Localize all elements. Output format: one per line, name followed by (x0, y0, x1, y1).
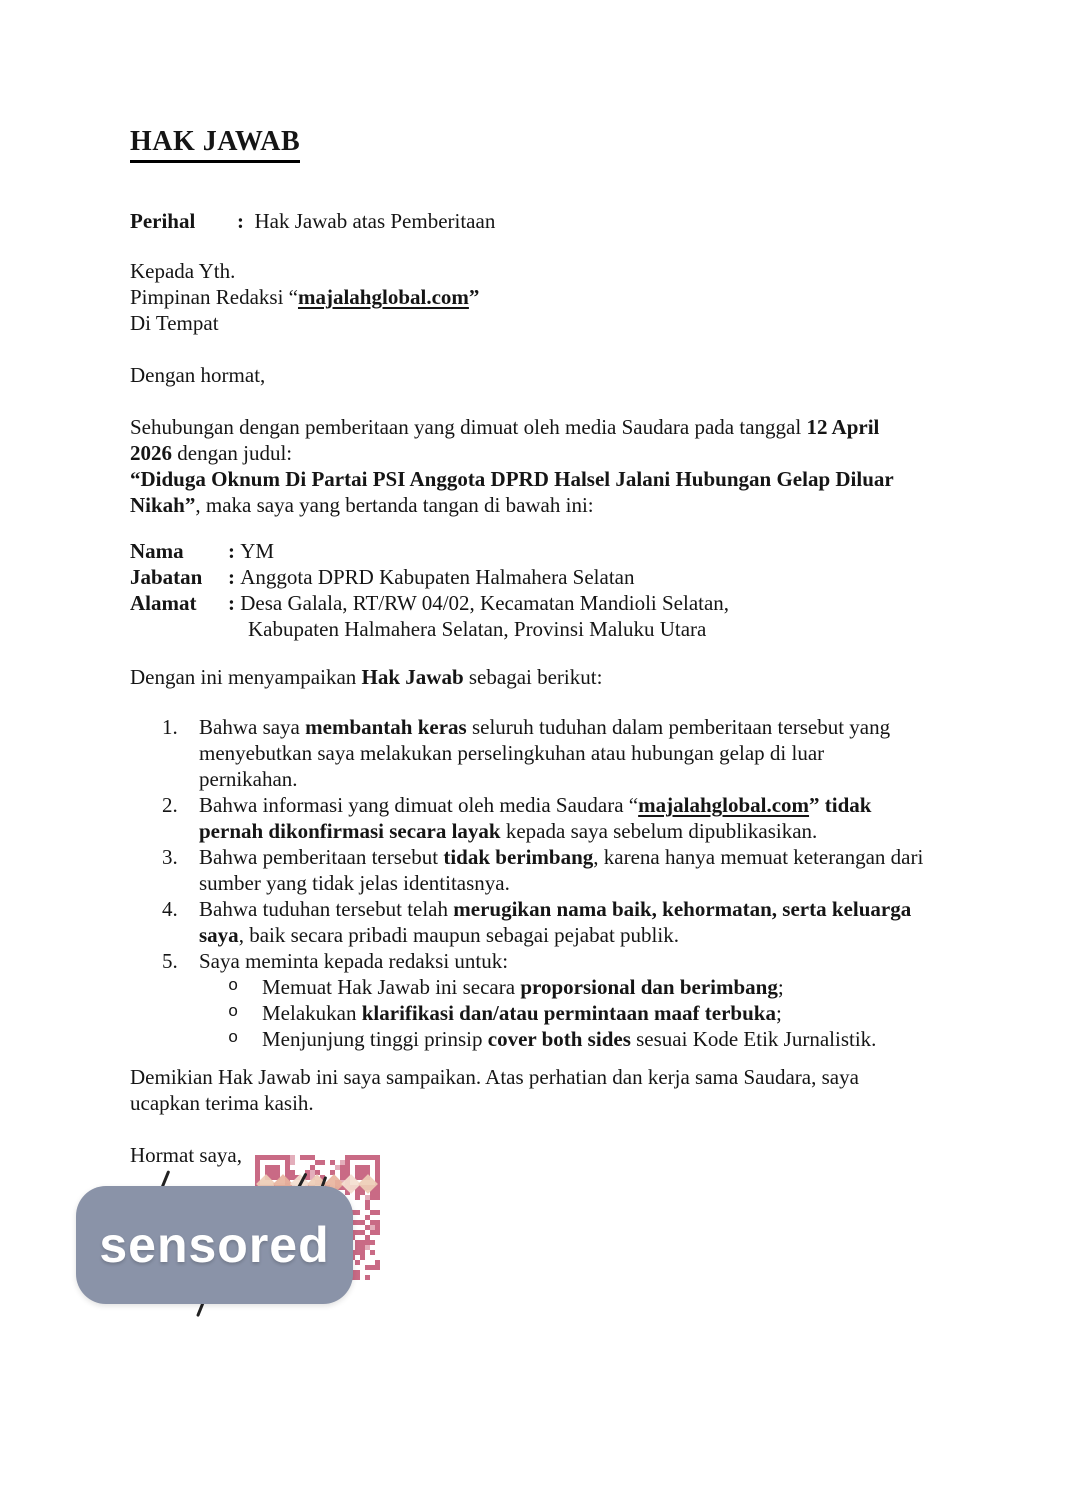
identity-label: Alamat (130, 591, 197, 615)
list-item-text: Bahwa saya membantah keras seluruh tuduhan dalam pemberitaan tersebut yang menyebutkan saya melakukan perselingkuhan atau hubungan gelap di luar pernikahan. (199, 715, 891, 791)
list-item-text: Bahwa pemberitaan tersebut tidak berimbang, karena hanya memuat keterangan dari sumber yang tidak jelas identitasnya. (199, 845, 924, 895)
recipient-block: Kepada Yth. Pimpinan Redaksi “majalahglobal.com” Di Tempat (130, 259, 480, 335)
bullet-marker: o (228, 1029, 239, 1048)
subject-label: Perihal (130, 209, 196, 233)
list-item-number: 1. (162, 715, 178, 739)
subject-colon: : (237, 209, 255, 233)
censor-overlay (76, 1186, 353, 1304)
subject-line (130, 208, 495, 234)
list-item (162, 896, 923, 948)
identity-value: YM (240, 539, 275, 563)
opening-paragraph: Sehubungan dengan pemberitaan yang dimuat oleh media Saudara pada tanggal 12 April 2026 dengan judul: “Diduga Oknum Di Partai PSI Anggota DPRD Halsel Jalani Hubungan Gelap Diluar Nikah”, maka saya yang bertanda tangan di bawah ini: (130, 415, 894, 517)
list-item-number: 3. (162, 845, 178, 869)
salutation: Dengan hormat, (130, 363, 266, 387)
closing-paragraph: Demikian Hak Jawab ini saya sampaikan. Atas perhatian dan kerja sama Saudara, saya ucapkan terima kasih. (130, 1065, 859, 1115)
list-item-number: 4. (162, 897, 178, 921)
sub-item-text: Memuat Hak Jawab ini secara proporsional dan berimbang; (262, 975, 784, 999)
identity-row-alamat (130, 590, 729, 616)
list-item (162, 714, 923, 792)
sub-list-item (228, 1000, 923, 1026)
sub-item-text: Melakukan klarifikasi dan/atau permintaan maaf terbuka; (262, 1001, 782, 1025)
bullet-marker: o (228, 977, 239, 996)
page-title: HAK JAWAB (130, 126, 300, 163)
identity-label: Jabatan (130, 565, 203, 589)
list-item-number: 2. (162, 793, 178, 817)
identity-colon: : (228, 591, 241, 615)
identity-colon: : (228, 565, 241, 589)
signoff: Hormat saya, (130, 1143, 242, 1167)
identity-value: Anggota DPRD Kabupaten Halmahera Selatan (240, 565, 635, 589)
title-block (130, 126, 300, 163)
list-item (162, 948, 923, 974)
identity-label: Nama (130, 539, 184, 563)
list-item (162, 792, 923, 844)
list-item-text: Saya meminta kepada redaksi untuk: (199, 949, 509, 973)
subject-value: Hak Jawab atas Pemberitaan (254, 209, 496, 233)
identity-value: Desa Galala, RT/RW 04/02, Kecamatan Mandioli Selatan, (240, 591, 730, 615)
list-item-number: 5. (162, 949, 178, 973)
identity-colon: : (228, 539, 241, 563)
censor-label: sensored (99, 1217, 330, 1273)
sub-item-text: Menjunjung tinggi prinsip cover both sides sesuai Kode Etik Jurnalistik. (262, 1027, 877, 1051)
identity-row-nama (130, 538, 729, 564)
sub-list-item (228, 974, 923, 1000)
sub-list (228, 974, 923, 1052)
list-item (162, 844, 923, 896)
numbered-list (162, 714, 923, 1052)
list-item-text: Bahwa informasi yang dimuat oleh media Saudara “majalahglobal.com” tidak pernah dikonfirmasi secara layak kepada saya sebelum dipublikasikan. (199, 793, 872, 843)
identity-value-continuation: Kabupaten Halmahera Selatan, Provinsi Maluku Utara (248, 617, 707, 641)
bullet-marker: o (228, 1003, 239, 1022)
identity-table (130, 538, 729, 642)
intro-line: Dengan ini menyampaikan Hak Jawab sebagai berikut: (130, 665, 603, 689)
list-item-text: Bahwa tuduhan tersebut telah merugikan nama baik, kehormatan, serta keluarga saya, baik secara pribadi maupun sebagai pejabat publik. (199, 897, 912, 947)
sub-list-item (228, 1026, 923, 1052)
identity-row-jabatan (130, 564, 729, 590)
